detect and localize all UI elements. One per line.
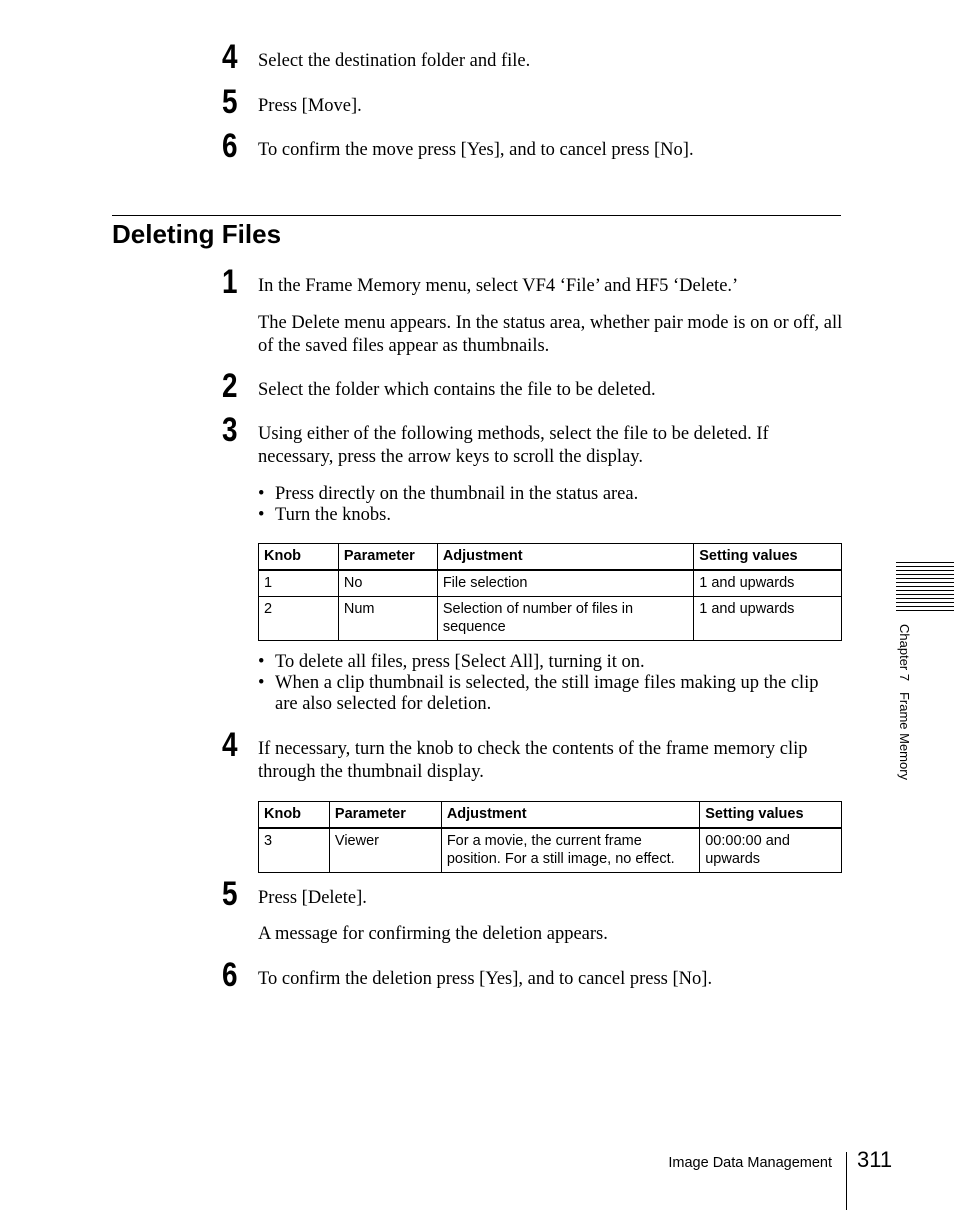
method-bullet-list	[258, 484, 843, 526]
step-number: 4	[222, 726, 238, 764]
table-cell: Num	[338, 597, 437, 641]
step-text: If necessary, turn the knob to check the contents of the frame memory clip through the thumbnail display.	[258, 739, 808, 782]
step-text: Press [Move].	[258, 96, 362, 116]
chapter-side-label	[897, 624, 912, 780]
knob-table-file-select	[258, 543, 842, 641]
table-row	[259, 570, 842, 597]
chapter-title: Frame Memory	[897, 691, 912, 781]
column-header: Parameter	[329, 802, 441, 829]
step-text: Select the folder which contains the file to be deleted.	[258, 380, 656, 400]
column-header: Adjustment	[441, 802, 699, 829]
table-header-row	[259, 802, 842, 829]
table-cell: No	[338, 570, 437, 597]
section-title: Deleting Files	[112, 219, 282, 249]
table-row	[259, 828, 842, 873]
step-number: 6	[222, 127, 238, 165]
table-cell: Viewer	[329, 828, 441, 873]
step-text: Using either of the following methods, select the file to be deleted. If necessary, press the arrow keys to scroll the display.	[258, 424, 769, 467]
step-number: 5	[222, 83, 238, 121]
table-cell: File selection	[437, 570, 693, 597]
step-number: 3	[222, 411, 238, 449]
note-bullet-list	[258, 652, 843, 715]
table-cell: For a movie, the current frame position. For a still image, no effect.	[441, 828, 699, 873]
step-text: Press [Delete].	[258, 888, 367, 908]
step-number: 6	[222, 956, 238, 994]
step-text: To confirm the move press [Yes], and to cancel press [No].	[258, 140, 694, 160]
step-number: 4	[222, 38, 238, 76]
knob-table-viewer	[258, 801, 842, 873]
list-item: • When a clip thumbnail is selected, the still image files making up the clip are also selected for deletion.	[258, 673, 843, 715]
column-header: Adjustment	[437, 544, 693, 571]
column-header: Knob	[259, 544, 339, 571]
table-cell: 00:00:00 and upwards	[700, 828, 842, 873]
step-text: In the Frame Memory menu, select VF4 ‘File’ and HF5 ‘Delete.’	[258, 276, 739, 296]
page-number: 311	[857, 1147, 893, 1172]
step-note: The Delete menu appears. In the status area, whether pair mode is on or off, all of the saved files appear as thumbnails.	[258, 313, 843, 356]
step-number: 5	[222, 875, 238, 913]
footer-section-name: Image Data Management	[668, 1155, 832, 1171]
table-cell: 1 and upwards	[694, 570, 842, 597]
column-header: Setting values	[700, 802, 842, 829]
step-note: A message for confirming the deletion appears.	[258, 924, 608, 944]
footer-divider	[846, 1152, 847, 1210]
column-header: Knob	[259, 802, 330, 829]
column-header: Parameter	[338, 544, 437, 571]
list-item: • To delete all files, press [Select All], turning it on.	[258, 652, 843, 673]
step-text: To confirm the deletion press [Yes], and to cancel press [No].	[258, 969, 713, 989]
chapter-label: Chapter 7	[897, 624, 912, 682]
section-rule	[112, 215, 841, 216]
step-text: Select the destination folder and file.	[258, 51, 531, 71]
table-cell: 2	[259, 597, 339, 641]
column-header: Setting values	[694, 544, 842, 571]
chapter-tab-marker	[896, 562, 954, 612]
step-number: 1	[222, 263, 238, 301]
step-number: 2	[222, 367, 238, 405]
table-header-row	[259, 544, 842, 571]
table-cell: 1 and upwards	[694, 597, 842, 641]
table-cell: 1	[259, 570, 339, 597]
table-cell: Selection of number of files in sequence	[437, 597, 693, 641]
table-cell: 3	[259, 828, 330, 873]
list-item: • Press directly on the thumbnail in the status area.	[258, 484, 843, 505]
list-item: • Turn the knobs.	[258, 505, 843, 526]
table-row	[259, 597, 842, 641]
